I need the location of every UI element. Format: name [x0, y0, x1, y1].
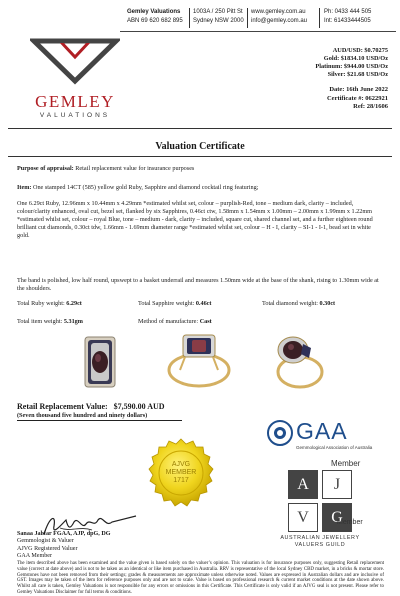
signer-name: Sanaa Jahfar FGAA, AJP, dpG, DG	[17, 531, 111, 537]
metal-rates	[315, 47, 388, 79]
manufacture-method: Method of manufacture: Cast	[138, 318, 212, 325]
header-divider	[319, 8, 320, 28]
header-address-block	[193, 8, 244, 26]
rate-platinum: Platinum: $944.00 USD/Oz	[315, 63, 388, 70]
ruby-weight-value: 6.29ct	[66, 300, 82, 307]
ring-photos	[52, 332, 348, 392]
brand-name: GEMLEY	[35, 92, 115, 111]
ajvg-letter-a: A	[288, 470, 318, 499]
certificate-title: Valuation Certificate	[155, 141, 245, 152]
ring-photo-angle	[253, 332, 348, 392]
ring-photo-side	[152, 332, 247, 392]
certificate-number: Certificate #: 0622921	[326, 94, 388, 102]
rate-aud-usd: AUD/USD: $0.70275	[332, 47, 388, 54]
retail-value-label: Retail Replacement Value:	[17, 402, 108, 411]
diamond-weight-value: 0.30ct	[319, 300, 336, 307]
gaa-name: GAA	[296, 418, 348, 444]
item-label: Item:	[17, 184, 32, 191]
ajvg-caption-line-1: AUSTRALIAN JEWELLERY	[280, 535, 360, 541]
intl-phone-number: Int: 61433444505	[324, 18, 371, 24]
signer-block	[17, 531, 110, 561]
header-phone-block	[324, 8, 371, 26]
reference-number: Ref: 28/1606	[353, 103, 388, 110]
diamond-weight: Total diamond weight: 0.30ct	[262, 300, 336, 307]
ruby-weight: Total Ruby weight: 6.29ct	[17, 300, 82, 307]
address-line-1: 1003A / 250 Pitt St	[193, 9, 243, 15]
purpose-label: Purpose of appraisal:	[17, 165, 74, 172]
ajvg-member-label: Member	[337, 519, 363, 526]
signer-role-1: Gemmologist & Valuer	[17, 538, 74, 545]
email-link[interactable]: info@gemley.com.au	[251, 18, 308, 24]
address-line-2: Sydney NSW 2000	[193, 18, 244, 24]
seal-line-3: 1717	[173, 477, 189, 484]
item-line	[17, 184, 384, 192]
manufacture-method-value: Cast	[199, 318, 212, 325]
retail-value-amount: $7,590.00 AUD	[113, 402, 165, 411]
retail-value-underline	[17, 420, 182, 421]
item-text: One stamped 14CT (585) yellow gold Ruby, Sapphire and diamond cocktail ring featuring;	[31, 184, 259, 191]
website-link[interactable]: www.gemley.com.au	[251, 9, 306, 15]
header-divider	[189, 8, 190, 28]
ajvg-caption	[260, 535, 380, 548]
disclaimer-text: The item described above has been examined and the value given is based solely on the valuer’s opinion. This valuation is for insurance purposes only, suggesting Retail replacement value (correct at date above) and is not to be taken as an identical or like item purchased in Australia. RRV is representative of the local Sydney CBD market, in a bricks & mortar store. Gemstones have not been removed from their settings; grades & measurements are approximate unless otherwise noted. Values are expressed in Australian dollars and are inclusive of GST. Images may be taken of the item for reference purposes only and are not to scale. Value is based on professional research & current market conditions at the date shown above. Whilst all care is taken, Gemley Valuations is not responsible for any errors or omissions in this Certificate. This Certificate is only valid if an AJVG seal is not present. Please refer to Gemley Valuations Disclaimer for full terms & conditions.	[17, 561, 384, 595]
purpose-line	[17, 165, 384, 173]
retail-value-words: (Seven thousand five hundred and ninety dollars)	[17, 412, 148, 419]
band-description: The band is polished, low half round, upswept to a basket underrail and measures 1.50mm wide at the base of the shank, rising to 1.30mm wide at the shoulders.	[17, 277, 379, 292]
header-web-block	[251, 8, 307, 26]
sapphire-weight: Total Sapphire weight: 0.46ct	[138, 300, 212, 307]
ajvg-letter-j: J	[322, 470, 352, 499]
header-company-block	[127, 8, 183, 26]
ajvg-caption-line-2: VALUERS GUILD	[294, 541, 346, 548]
document-date: Date: 16th June 2022	[329, 86, 388, 93]
ring-photo-front	[52, 332, 147, 392]
signer-role-2: AJVG Registered Valuer	[17, 545, 78, 552]
ajvg-gold-seal	[142, 434, 220, 512]
company-abn: ABN 69 620 682 895	[127, 18, 183, 24]
item-weight-value: 5.31gm	[63, 318, 83, 325]
item-description: One 6.29ct Ruby, 12.96mm x 10.44mm x 4.29mm *estimated whilst set, colour – purplish-Red, tone – medium dark, clarity – included, colour/clarity enhanced, oval cut, bezel set, flanked by six Sapphires, 0.46ct ctw, 1.58mm x 1.54mm x 1.00mm – 2.00mm x 1.99mm x 1.22mm *estimated whilst set, colour – royal Blue, tone – medium - dark, clarity – included, square cut, shared channel set, and a further eighteen round brilliant cut diamonds, 0.30ct tdw, 1.66mm - 1.69mm diameter range *estimated whilst set, colour – H - I, clarity – SI-1 - I-1, bead set in white gold.	[17, 200, 373, 239]
rate-silver: Silver: $21.68 USD/Oz	[327, 71, 388, 78]
seal-line-1: AJVG	[171, 461, 191, 468]
gem-logo-icon	[30, 35, 120, 85]
gaa-member-label: Member	[331, 459, 361, 468]
phone-number: Ph: 0433 444 505	[324, 9, 372, 15]
item-weight: Total item weight: 5.31gm	[17, 318, 83, 325]
section-rule	[8, 156, 392, 157]
retail-value-line	[17, 402, 165, 411]
seal-line-2: MEMBER	[165, 469, 197, 476]
ajvg-letter-g: G	[322, 503, 352, 532]
sapphire-weight-value: 0.46ct	[195, 300, 212, 307]
ajvg-letter-v: V	[288, 503, 318, 532]
header-divider	[247, 8, 248, 28]
header-rule	[120, 31, 396, 32]
section-rule	[8, 128, 392, 129]
rate-gold: Gold: $1834.10 USD/Oz	[323, 55, 388, 62]
signer-role-3: GAA Member	[17, 553, 53, 560]
gaa-logo	[266, 416, 386, 466]
purpose-text: Retail replacement value for insurance purposes	[73, 165, 195, 172]
gaa-full-name: Gemmological Association of Australia	[296, 445, 373, 450]
brand-tagline: VALUATIONS	[39, 112, 111, 119]
company-name: Gemley Valuations	[127, 9, 181, 15]
document-info	[327, 86, 388, 112]
